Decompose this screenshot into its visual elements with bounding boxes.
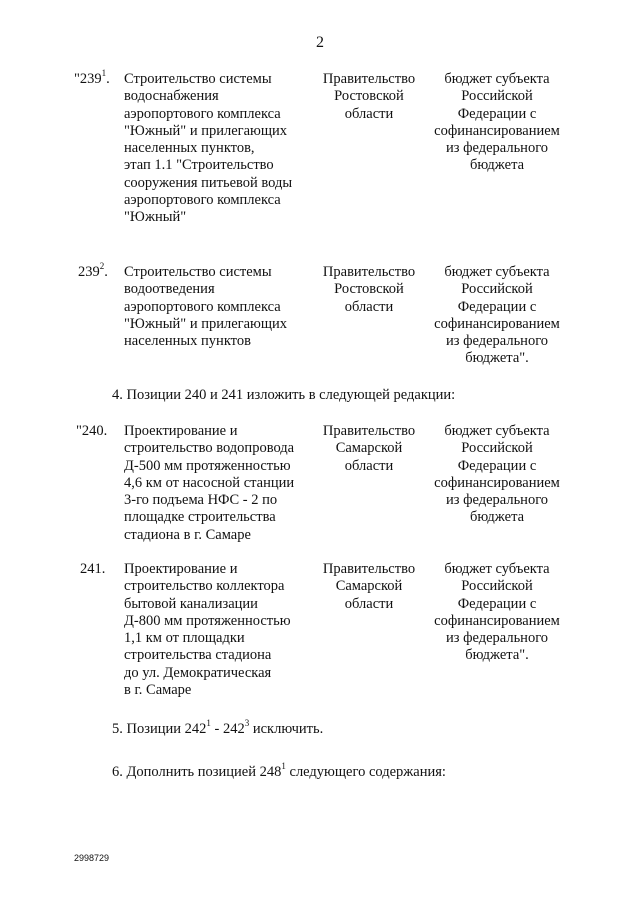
funding-source: бюджет субъекта Российской Федерации с софинансированием из федерального бюджета".	[434, 561, 560, 664]
position-number: $239^2$.	[78, 261, 108, 280]
paragraph-4: 4. Позиции 240 и 241 изложить в следующей редакции:	[112, 387, 456, 403]
position-description: Строительство системы водоснабжения аэропортового комплекса "Южный" и прилегающих населенных пунктов, этап 1.1 "Строительство сооружения питьевой воды аэропортового комплекса "Южный"	[124, 71, 293, 226]
position-description: Проектирование и строительство коллектора бытовой канализации Д-800 мм протяженностью 1,1 км от площадки строительства стадиона до ул. Демократическая в г. Самаре	[124, 561, 291, 699]
position-number: "240.	[76, 423, 108, 439]
position-description: Строительство системы водоотведения аэропортового комплекса "Южный" и прилегающих населенных пунктов	[124, 264, 288, 350]
funding-source: бюджет субъекта Российской Федерации с софинансированием из федерального бюджета	[434, 423, 560, 526]
position-description: Проектирование и строительство водопровода Д-500 мм протяженностью 4,6 км от насосной станции 3-го подъема НФС - 2 по площадке строительства стадиона в г. Самаре	[124, 423, 295, 543]
funding-source: бюджет субъекта Российской Федерации с софинансированием из федерального бюджета	[434, 71, 560, 174]
responsible-authority: Правительство Самарской области	[322, 561, 416, 612]
responsible-authority: Правительство Самарской области	[322, 423, 416, 474]
funding-source: бюджет субъекта Российской Федерации с софинансированием из федерального бюджета".	[434, 264, 560, 367]
paragraph-6: 6. Дополнить позицией $248^1$ следующего содержания:	[112, 761, 446, 780]
page-number: 2	[316, 34, 324, 51]
document-code: 2998729	[74, 853, 110, 863]
responsible-authority: Правительство Ростовской области	[322, 264, 416, 315]
position-number: "$239^1$.	[74, 68, 110, 87]
position-number: 241.	[80, 561, 106, 577]
responsible-authority: Правительство Ростовской области	[322, 71, 416, 122]
paragraph-5: 5. Позиции $242^1 - 242^3$ исключить.	[112, 718, 324, 737]
